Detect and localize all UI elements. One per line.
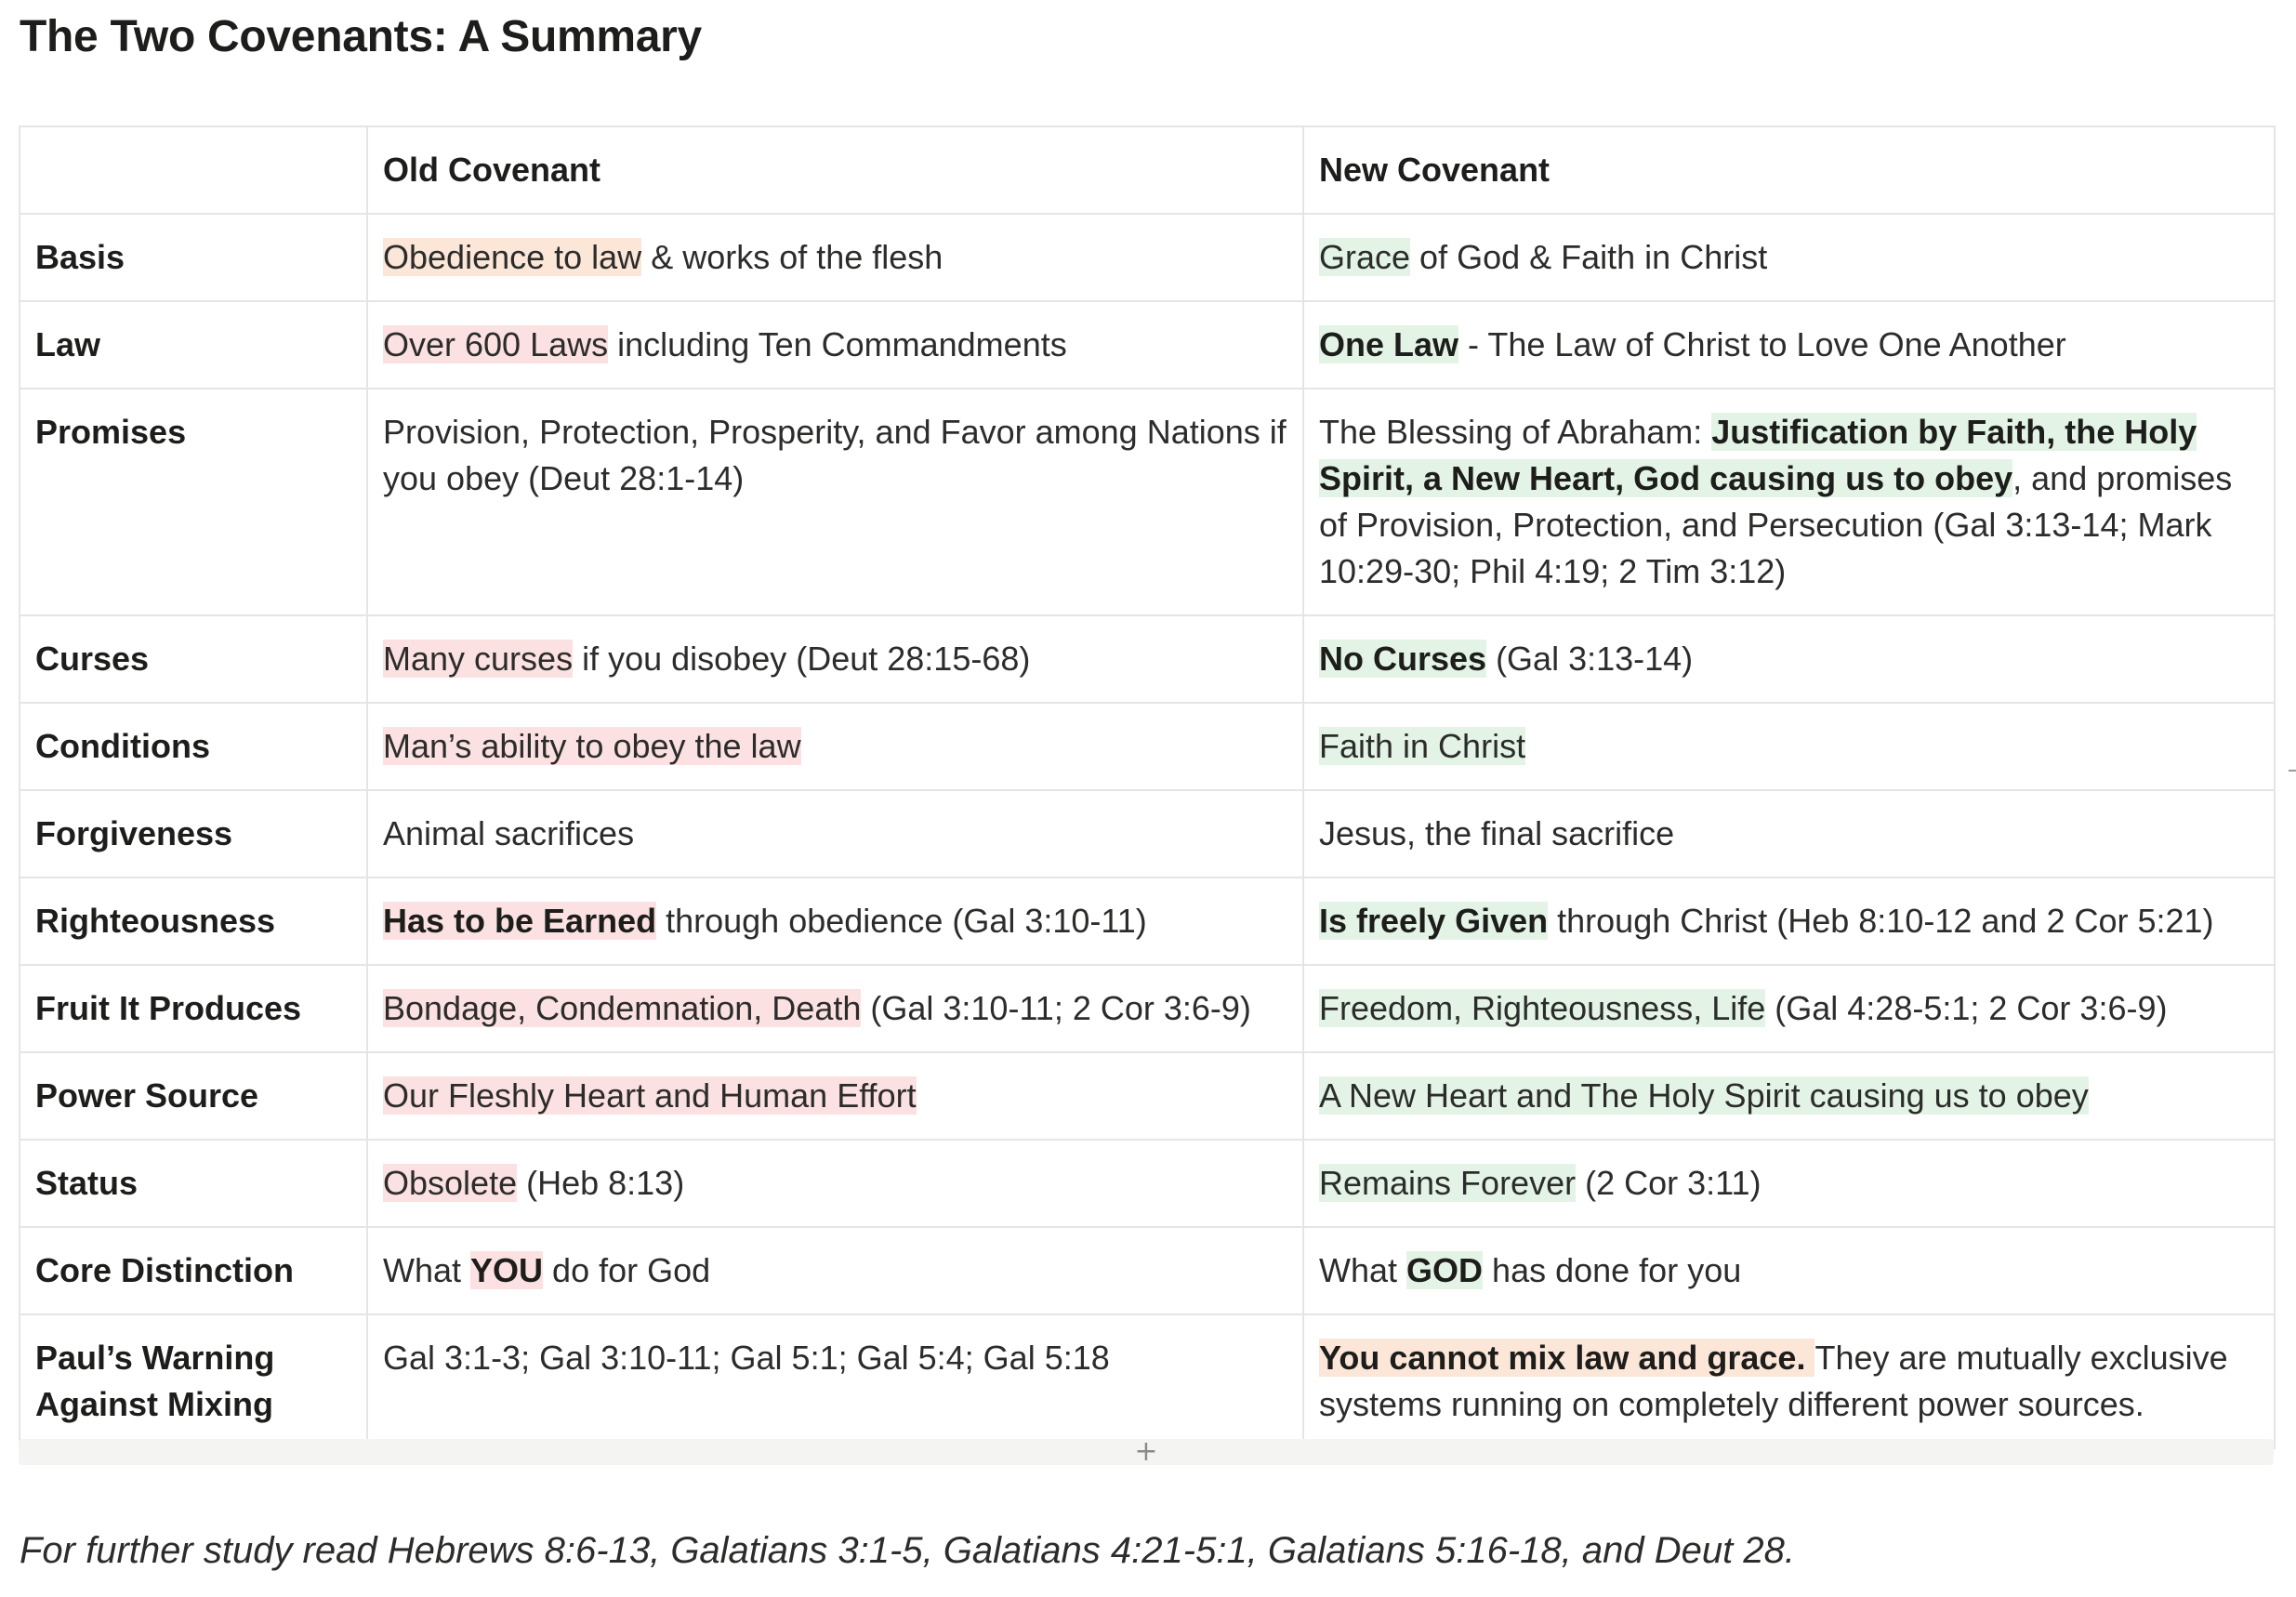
highlighted-text: Faith in Christ (1319, 727, 1526, 765)
row-label-basis[interactable]: Basis (20, 214, 367, 301)
cell-text: including Ten Commandments (608, 325, 1067, 363)
cell-text: through Christ (Heb 8:10-12 and 2 Cor 5:21) (1548, 902, 2214, 940)
highlighted-text: Bondage, Condemnation, Death (383, 989, 862, 1027)
plus-icon: + (1134, 1435, 1158, 1468)
table-row (20, 301, 2275, 389)
highlighted-text: GOD (1406, 1251, 1484, 1289)
table-row (20, 703, 2275, 790)
old-covenant-cell[interactable] (367, 1227, 1303, 1314)
table-row (20, 615, 2275, 703)
row-label-power-source[interactable]: Power Source (20, 1052, 367, 1140)
add-row-button[interactable] (19, 1435, 2274, 1468)
cell-text: has done for you (1483, 1251, 1742, 1289)
table-row (20, 878, 2275, 965)
highlighted-text: You cannot mix law and grace. (1319, 1339, 1815, 1377)
new-covenant-cell[interactable] (1303, 965, 2275, 1052)
row-label-paul-s-warning-against-mixing[interactable]: Paul’s Warning Against Mixing (20, 1314, 367, 1448)
cell-text: - The Law of Christ to Love One Another (1458, 325, 2066, 363)
cell-text: (Gal 3:13-14) (1486, 640, 1694, 678)
cell-text: What (1319, 1251, 1407, 1289)
new-covenant-cell[interactable] (1303, 1052, 2275, 1140)
table-corner-cell[interactable] (20, 126, 367, 214)
highlighted-text: Over 600 Laws (383, 325, 609, 363)
row-label-forgiveness[interactable]: Forgiveness (20, 790, 367, 878)
old-covenant-cell[interactable] (367, 1140, 1303, 1227)
header-old-covenant[interactable]: Old Covenant (367, 126, 1303, 214)
cell-text: Jesus, the final sacrifice (1319, 814, 1675, 852)
cell-text: Gal 3:1-3; Gal 3:10-11; Gal 5:1; Gal 5:4; Gal 5:18 (383, 1339, 1110, 1377)
old-covenant-cell[interactable] (367, 615, 1303, 703)
new-covenant-cell[interactable] (1303, 214, 2275, 301)
cell-text: (Gal 4:28-5:1; 2 Cor 3:6-9) (1765, 989, 2168, 1027)
cell-text: The Blessing of Abraham: (1319, 413, 1712, 451)
new-covenant-cell[interactable] (1303, 301, 2275, 389)
highlighted-text: Has to be Earned (383, 902, 657, 940)
highlighted-text: Many curses (383, 640, 574, 678)
covenant-table (19, 125, 2276, 1449)
table-row (20, 790, 2275, 878)
cell-text: (Gal 3:10-11; 2 Cor 3:6-9) (861, 989, 1251, 1027)
table-row (20, 1227, 2275, 1314)
table-row (20, 1314, 2275, 1448)
row-label-law[interactable]: Law (20, 301, 367, 389)
old-covenant-cell[interactable] (367, 790, 1303, 878)
highlighted-text: No Curses (1319, 640, 1487, 678)
cell-text: do for God (543, 1251, 711, 1289)
cell-text: & works of the flesh (641, 238, 943, 276)
cell-text: through obedience (Gal 3:10-11) (656, 902, 1147, 940)
highlighted-text: Obedience to law (383, 238, 642, 276)
new-covenant-cell[interactable] (1303, 790, 2275, 878)
old-covenant-cell[interactable] (367, 965, 1303, 1052)
row-label-conditions[interactable]: Conditions (20, 703, 367, 790)
cell-text: What (383, 1251, 471, 1289)
cell-text: of God & Faith in Christ (1410, 238, 1768, 276)
highlighted-text: YOU (470, 1251, 544, 1289)
new-covenant-cell[interactable] (1303, 1140, 2275, 1227)
cell-text: They are mutually exclusive systems running on completely different power sources. (1319, 1339, 2228, 1423)
old-covenant-cell[interactable] (367, 389, 1303, 615)
highlighted-text: Grace (1319, 238, 1411, 276)
highlighted-text: Our Fleshly Heart and Human Effort (383, 1076, 917, 1115)
highlighted-text: A New Heart and The Holy Spirit causing us to obey (1319, 1076, 2089, 1115)
further-study-note: For further study read Hebrews 8:6-13, Galatians 3:1-5, Galatians 4:21-5:1, Galatians 5:16-18, and Deut 28. (20, 1530, 1795, 1571)
page-title: The Two Covenants: A Summary (20, 12, 702, 61)
row-label-curses[interactable]: Curses (20, 615, 367, 703)
table-row (20, 389, 2275, 615)
header-new-covenant[interactable]: New Covenant (1303, 126, 2275, 214)
highlighted-text: Remains Forever (1319, 1164, 1577, 1202)
old-covenant-cell[interactable] (367, 1314, 1303, 1448)
table-row (20, 1052, 2275, 1140)
new-covenant-cell[interactable] (1303, 615, 2275, 703)
new-covenant-cell[interactable] (1303, 878, 2275, 965)
highlighted-text: Man’s ability to obey the law (383, 727, 801, 765)
new-covenant-cell[interactable] (1303, 389, 2275, 615)
table-row (20, 214, 2275, 301)
new-covenant-cell[interactable] (1303, 1227, 2275, 1314)
new-covenant-cell[interactable] (1303, 703, 2275, 790)
cell-text: Animal sacrifices (383, 814, 635, 852)
table-row (20, 1140, 2275, 1227)
highlighted-text: One Law (1319, 325, 1459, 363)
highlighted-text: Freedom, Righteousness, Life (1319, 989, 1766, 1027)
cell-text: Provision, Protection, Prosperity, and Favor among Nations if you obey (Deut 28:1-14) (383, 413, 1287, 497)
highlighted-text: Obsolete (383, 1164, 518, 1202)
row-label-status[interactable]: Status (20, 1140, 367, 1227)
highlighted-text: Justification by Faith, the Holy Spirit, a New Heart, God causing us to obey (1319, 413, 2197, 497)
row-label-fruit-it-produces[interactable]: Fruit It Produces (20, 965, 367, 1052)
cell-text: , and promises of Provision, Protection, and Persecution (Gal 3:13-14; Mark 10:29-30; Phil 4:19; 2 Tim 3:12) (1319, 459, 2233, 590)
old-covenant-cell[interactable] (367, 1052, 1303, 1140)
old-covenant-cell[interactable] (367, 214, 1303, 301)
highlighted-text: Is freely Given (1319, 902, 1549, 940)
table-header-row (20, 126, 2275, 214)
row-label-core-distinction[interactable]: Core Distinction (20, 1227, 367, 1314)
cell-text: (2 Cor 3:11) (1576, 1164, 1762, 1202)
old-covenant-cell[interactable] (367, 703, 1303, 790)
table-row (20, 965, 2275, 1052)
drag-handle[interactable] (2289, 770, 2296, 772)
new-covenant-cell[interactable] (1303, 1314, 2275, 1448)
cell-text: if you disobey (Deut 28:15-68) (573, 640, 1031, 678)
row-label-righteousness[interactable]: Righteousness (20, 878, 367, 965)
cell-text: (Heb 8:13) (517, 1164, 685, 1202)
covenant-table-block (19, 125, 2274, 1449)
old-covenant-cell[interactable] (367, 301, 1303, 389)
row-label-promises[interactable]: Promises (20, 389, 367, 615)
old-covenant-cell[interactable] (367, 878, 1303, 965)
